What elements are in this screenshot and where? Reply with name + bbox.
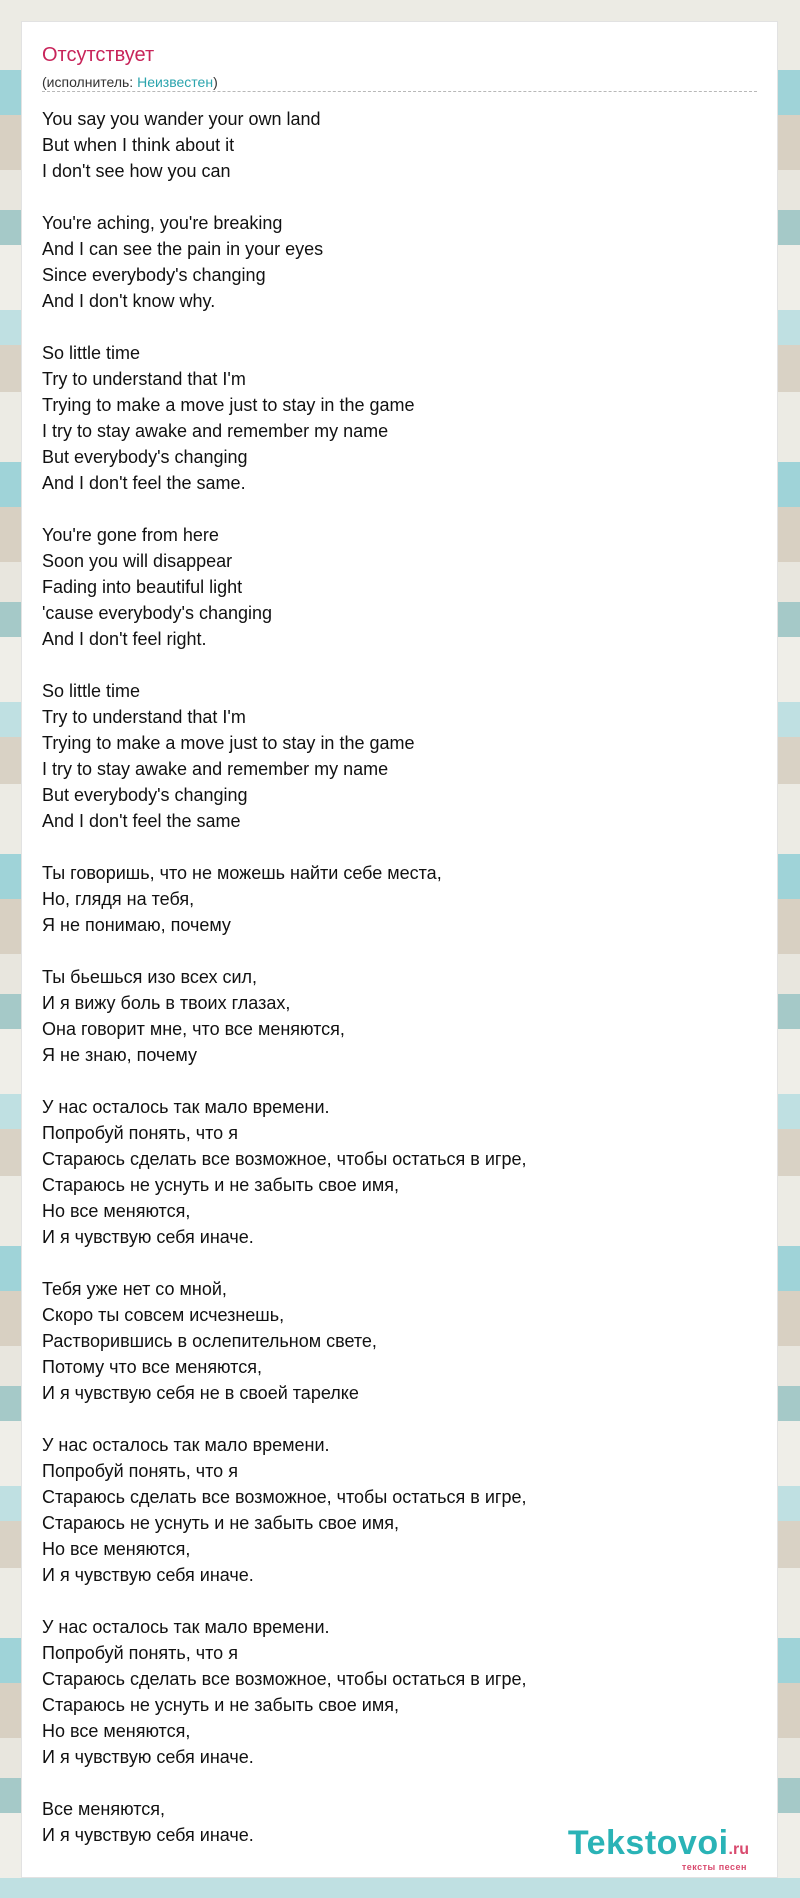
lyrics-line: Я не знаю, почему [42,1045,197,1065]
lyrics-line: Стараюсь не уснуть и не забыть свое имя, [42,1175,399,1195]
lyrics-line: Стараюсь не уснуть и не забыть свое имя, [42,1513,399,1533]
lyrics-line: Попробуй понять, что я [42,1643,238,1663]
lyrics-line: Я не понимаю, почему [42,915,231,935]
lyrics-line: Попробуй понять, что я [42,1123,238,1143]
lyrics-stanza [42,678,742,834]
lyrics-line: Скоро ты совсем исчезнешь, [42,1305,285,1325]
lyrics-line: У нас осталось так мало времени. [42,1435,330,1455]
title-divider [42,91,757,92]
lyrics-line: And I don't feel the same [42,811,241,831]
lyrics-line: Since everybody's changing [42,265,266,285]
lyrics-stanza [42,340,742,496]
lyrics-line: И я чувствую себя не в своей тарелке [42,1383,359,1403]
lyrics-line: Trying to make a move just to stay in the game [42,733,415,753]
lyrics-stanza [42,1614,742,1770]
lyrics-line: I try to stay awake and remember my name [42,421,389,441]
lyrics-line: Soon you will disappear [42,551,233,571]
lyrics-line: Ты говоришь, что не можешь найти себе места, [42,863,442,883]
lyrics-line: Попробуй понять, что я [42,1461,238,1481]
logo-name: Tekstovoi [567,1824,729,1862]
lyrics-line: I try to stay awake and remember my name [42,759,389,779]
lyrics-line: Fading into beautiful light [42,577,243,597]
lyrics-line: I don't see how you can [42,161,231,181]
lyrics-stanza [42,1094,742,1250]
lyrics-line: And I can see the pain in your eyes [42,239,324,259]
lyrics-line: Потому что все меняются, [42,1357,262,1377]
lyrics-card [21,21,778,1878]
lyrics-line: У нас осталось так мало времени. [42,1617,330,1637]
lyrics-line: Но все меняются, [42,1201,191,1221]
artist-prefix: (исполнитель: [42,74,138,90]
song-title: Отсутствует [42,44,155,66]
lyrics-line: Все меняются, [42,1799,165,1819]
lyrics-line: Trying to make a move just to stay in the game [42,395,415,415]
artist-link[interactable]: Неизвестен [137,74,214,90]
lyrics-line: And I don't feel the same. [42,473,246,493]
lyrics-stanza [42,860,742,938]
lyrics-stanza [42,1276,742,1406]
logo-tagline: тексты песен [681,1862,747,1872]
lyrics-stanza [42,964,742,1068]
logo-suffix: .ru [728,1841,749,1858]
lyrics-line: Стараюсь сделать все возможное, чтобы остаться в игре, [42,1149,527,1169]
lyrics-line: И я чувствую себя иначе. [42,1825,254,1845]
lyrics-line: И я вижу боль в твоих глазах, [42,993,291,1013]
lyrics-line: И я чувствую себя иначе. [42,1227,254,1247]
lyrics-line: У нас осталось так мало времени. [42,1097,330,1117]
lyrics-line: So little time [42,343,141,363]
lyrics-stanza [42,522,742,652]
lyrics-line: И я чувствую себя иначе. [42,1747,254,1767]
lyrics-line: But everybody's changing [42,785,248,805]
lyrics-line: 'cause everybody's changing [42,603,273,623]
lyrics-line: Ты бьешься изо всех сил, [42,967,258,987]
lyrics-line: You say you wander your own land [42,109,321,129]
artist-line [42,74,218,90]
lyrics-line: Стараюсь не уснуть и не забыть свое имя, [42,1695,399,1715]
lyrics-line: Растворившись в ослепительном свете, [42,1331,377,1351]
lyrics-line: And I don't know why. [42,291,216,311]
lyrics-line: But when I think about it [42,135,235,155]
lyrics-line: Она говорит мне, что все меняются, [42,1019,345,1039]
lyrics-line: Но, глядя на тебя, [42,889,195,909]
lyrics-line: Тебя уже нет со мной, [42,1279,227,1299]
lyrics-line: You're aching, you're breaking [42,213,283,233]
lyrics-line: Стараюсь сделать все возможное, чтобы остаться в игре, [42,1669,527,1689]
lyrics-line: You're gone from here [42,525,219,545]
site-logo[interactable] [567,1824,749,1872]
lyrics-line: Стараюсь сделать все возможное, чтобы остаться в игре, [42,1487,527,1507]
lyrics-line: And I don't feel right. [42,629,207,649]
lyrics-line: So little time [42,681,141,701]
lyrics-line: Но все меняются, [42,1721,191,1741]
lyrics-line: Но все меняются, [42,1539,191,1559]
lyrics-line: But everybody's changing [42,447,248,467]
lyrics-stanza [42,210,742,314]
lyrics-stanza [42,1432,742,1588]
lyrics-line: Try to understand that I'm [42,369,246,389]
artist-suffix: ) [213,74,218,90]
lyrics-line: И я чувствую себя иначе. [42,1565,254,1585]
lyrics-line: Try to understand that I'm [42,707,246,727]
lyrics-body [42,106,742,1874]
lyrics-stanza [42,106,742,184]
